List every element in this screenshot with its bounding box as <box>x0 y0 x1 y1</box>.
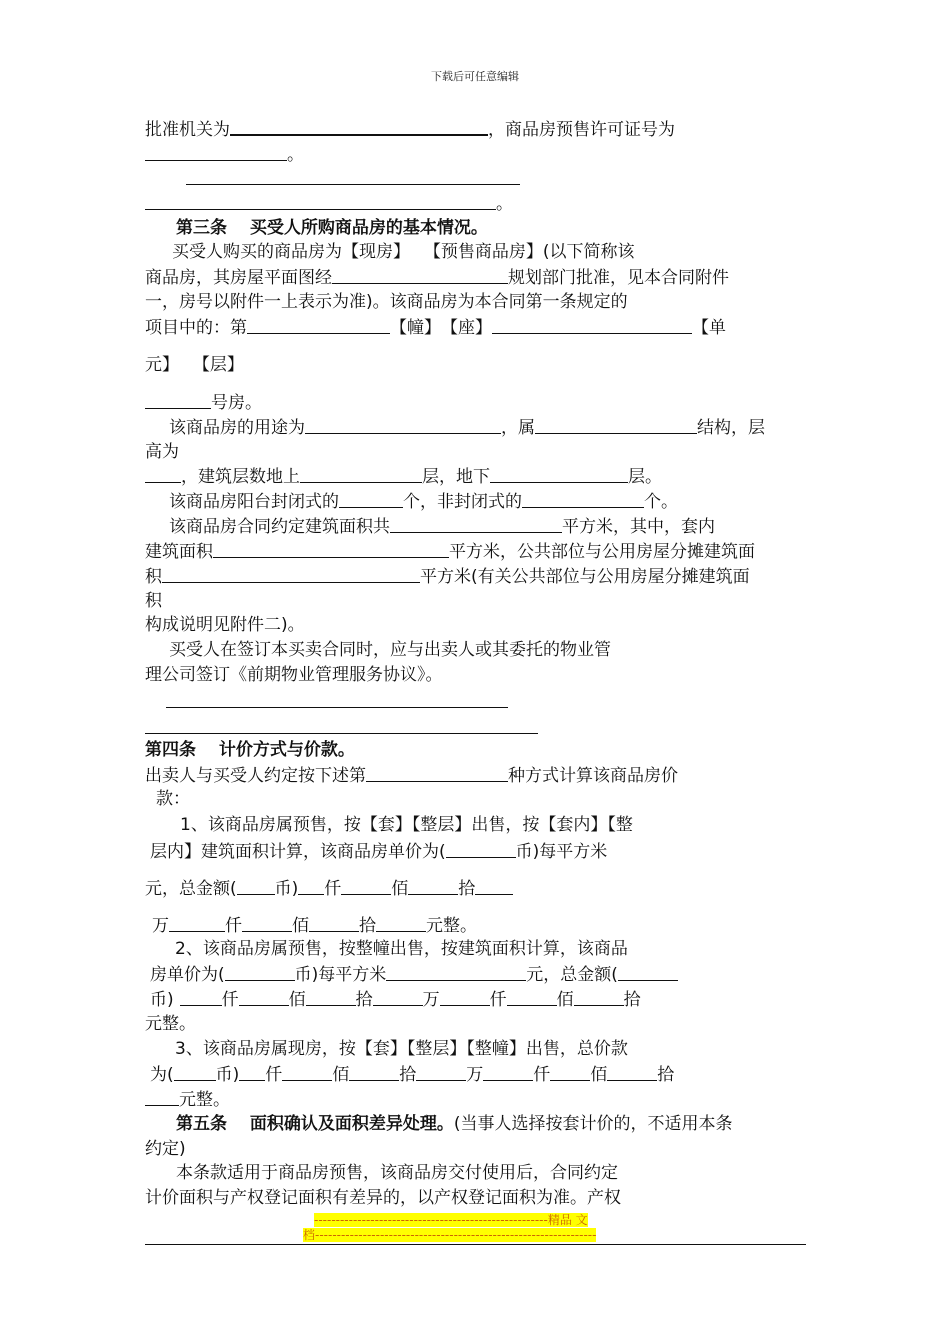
line-approval: 批准机关为 ，商品房预售许可证号为 <box>145 117 675 141</box>
paragraph-line: 币) 仟 佰 拾 万 仟 佰 拾 <box>150 990 641 1010</box>
paragraph-line: 万 仟 佰 拾 元整。 <box>152 916 477 936</box>
paragraph-line: 2、该商品房属预售，按整幢出售，按建筑面积计算，该商品 <box>175 939 628 959</box>
article-5-title: 第五条 面积确认及面积差异处理。(当事人选择按套计价的，不适用本条 <box>176 1114 733 1134</box>
paragraph-line: 层内】建筑面积计算，该商品房单价为( 币)每平方米 <box>150 842 608 862</box>
paragraph-line: 建筑面积 平方米，公共部位与公用房屋分摊建筑面 <box>145 542 755 562</box>
paragraph-line: 一，房号以附件一上表示为准)。该商品房为本合同第一条规定的 <box>145 292 628 312</box>
paragraph-line: 元】 【层】 <box>145 355 244 375</box>
paragraph-line: 构成说明见附件二)。 <box>145 615 305 635</box>
paragraph-line: 计价面积与产权登记面积有差异的，以产权登记面积为准。产权 <box>145 1188 621 1208</box>
paragraph-line: 理公司签订《前期物业管理服务协议》。 <box>145 665 443 685</box>
paragraph-line: 元，总金额( 币) 仟 佰 拾 <box>145 877 513 900</box>
paragraph-line: 买受人在签订本买卖合同时，应与出卖人或其委托的物业管 <box>169 640 611 660</box>
paragraph-line: 出卖人与买受人约定按下述第 种方式计算该商品房价 <box>145 766 678 786</box>
paragraph-line: 积 <box>145 591 162 611</box>
paragraph-line: 买受人购买的商品房为【现房】 【预售商品房】(以下简称该 <box>172 242 635 262</box>
blank-rule <box>166 707 508 708</box>
paragraph-line: 房单价为( 币)每平方米 元，总金额( <box>150 963 678 986</box>
footer-watermark-line-2: 档----------------------------------------------------------------- <box>303 1228 597 1242</box>
paragraph-line: 项目中的：第 【幢】 【座】 【单 <box>145 318 726 338</box>
line-permit: 。 <box>145 143 304 166</box>
paragraph-line: 该商品房合同约定建筑面积共 平方米，其中，套内 <box>169 517 715 537</box>
line-blank: 。 <box>145 192 513 215</box>
blank-rule <box>186 184 520 185</box>
paragraph-line: 本条款适用于商品房预售，该商品房交付使用后，合同约定 <box>176 1163 618 1183</box>
paragraph-line: 款： <box>156 789 190 809</box>
footer-rule <box>145 1244 806 1245</box>
paragraph-line: 约定) <box>145 1139 186 1159</box>
blank-rule <box>145 733 538 734</box>
paragraph-line: 积 平方米(有关公共部位与公用房屋分摊建筑面 <box>145 567 750 587</box>
paragraph-line: 元整。 <box>145 1014 196 1034</box>
paragraph-line: 1、该商品房属预售，按【套】【整层】出售，按【套内】【整 <box>180 815 633 835</box>
article-4-title: 第四条 计价方式与价款。 <box>145 740 355 760</box>
paragraph-line: 该商品房阳台封闭式的 个，非封闭式的 个。 <box>169 492 678 512</box>
paragraph-line: 为( 币) 仟 佰 拾 万 仟 佰 拾 <box>150 1065 675 1085</box>
paragraph-line: 元整。 <box>145 1088 230 1111</box>
paragraph-line: 该商品房的用途为 ，属 结构，层 <box>169 418 765 438</box>
paragraph-line: 商品房，其房屋平面图经 规划部门批准，见本合同附件 <box>145 268 729 288</box>
paragraph-line: ，建筑层数地上 层，地下 层。 <box>145 465 662 488</box>
paragraph-line: 3、该商品房属现房，按【套】【整层】【整幢】出售，总价款 <box>175 1039 628 1059</box>
footer-watermark-line-1: ------------------------------------------------------精品 文 <box>314 1213 588 1227</box>
paragraph-line: 号房。 <box>145 391 262 414</box>
page-header: 下载后可任意编辑 <box>431 70 519 83</box>
paragraph-line: 高为 <box>145 442 179 462</box>
article-3-title: 第三条 买受人所购商品房的基本情况。 <box>176 218 488 238</box>
